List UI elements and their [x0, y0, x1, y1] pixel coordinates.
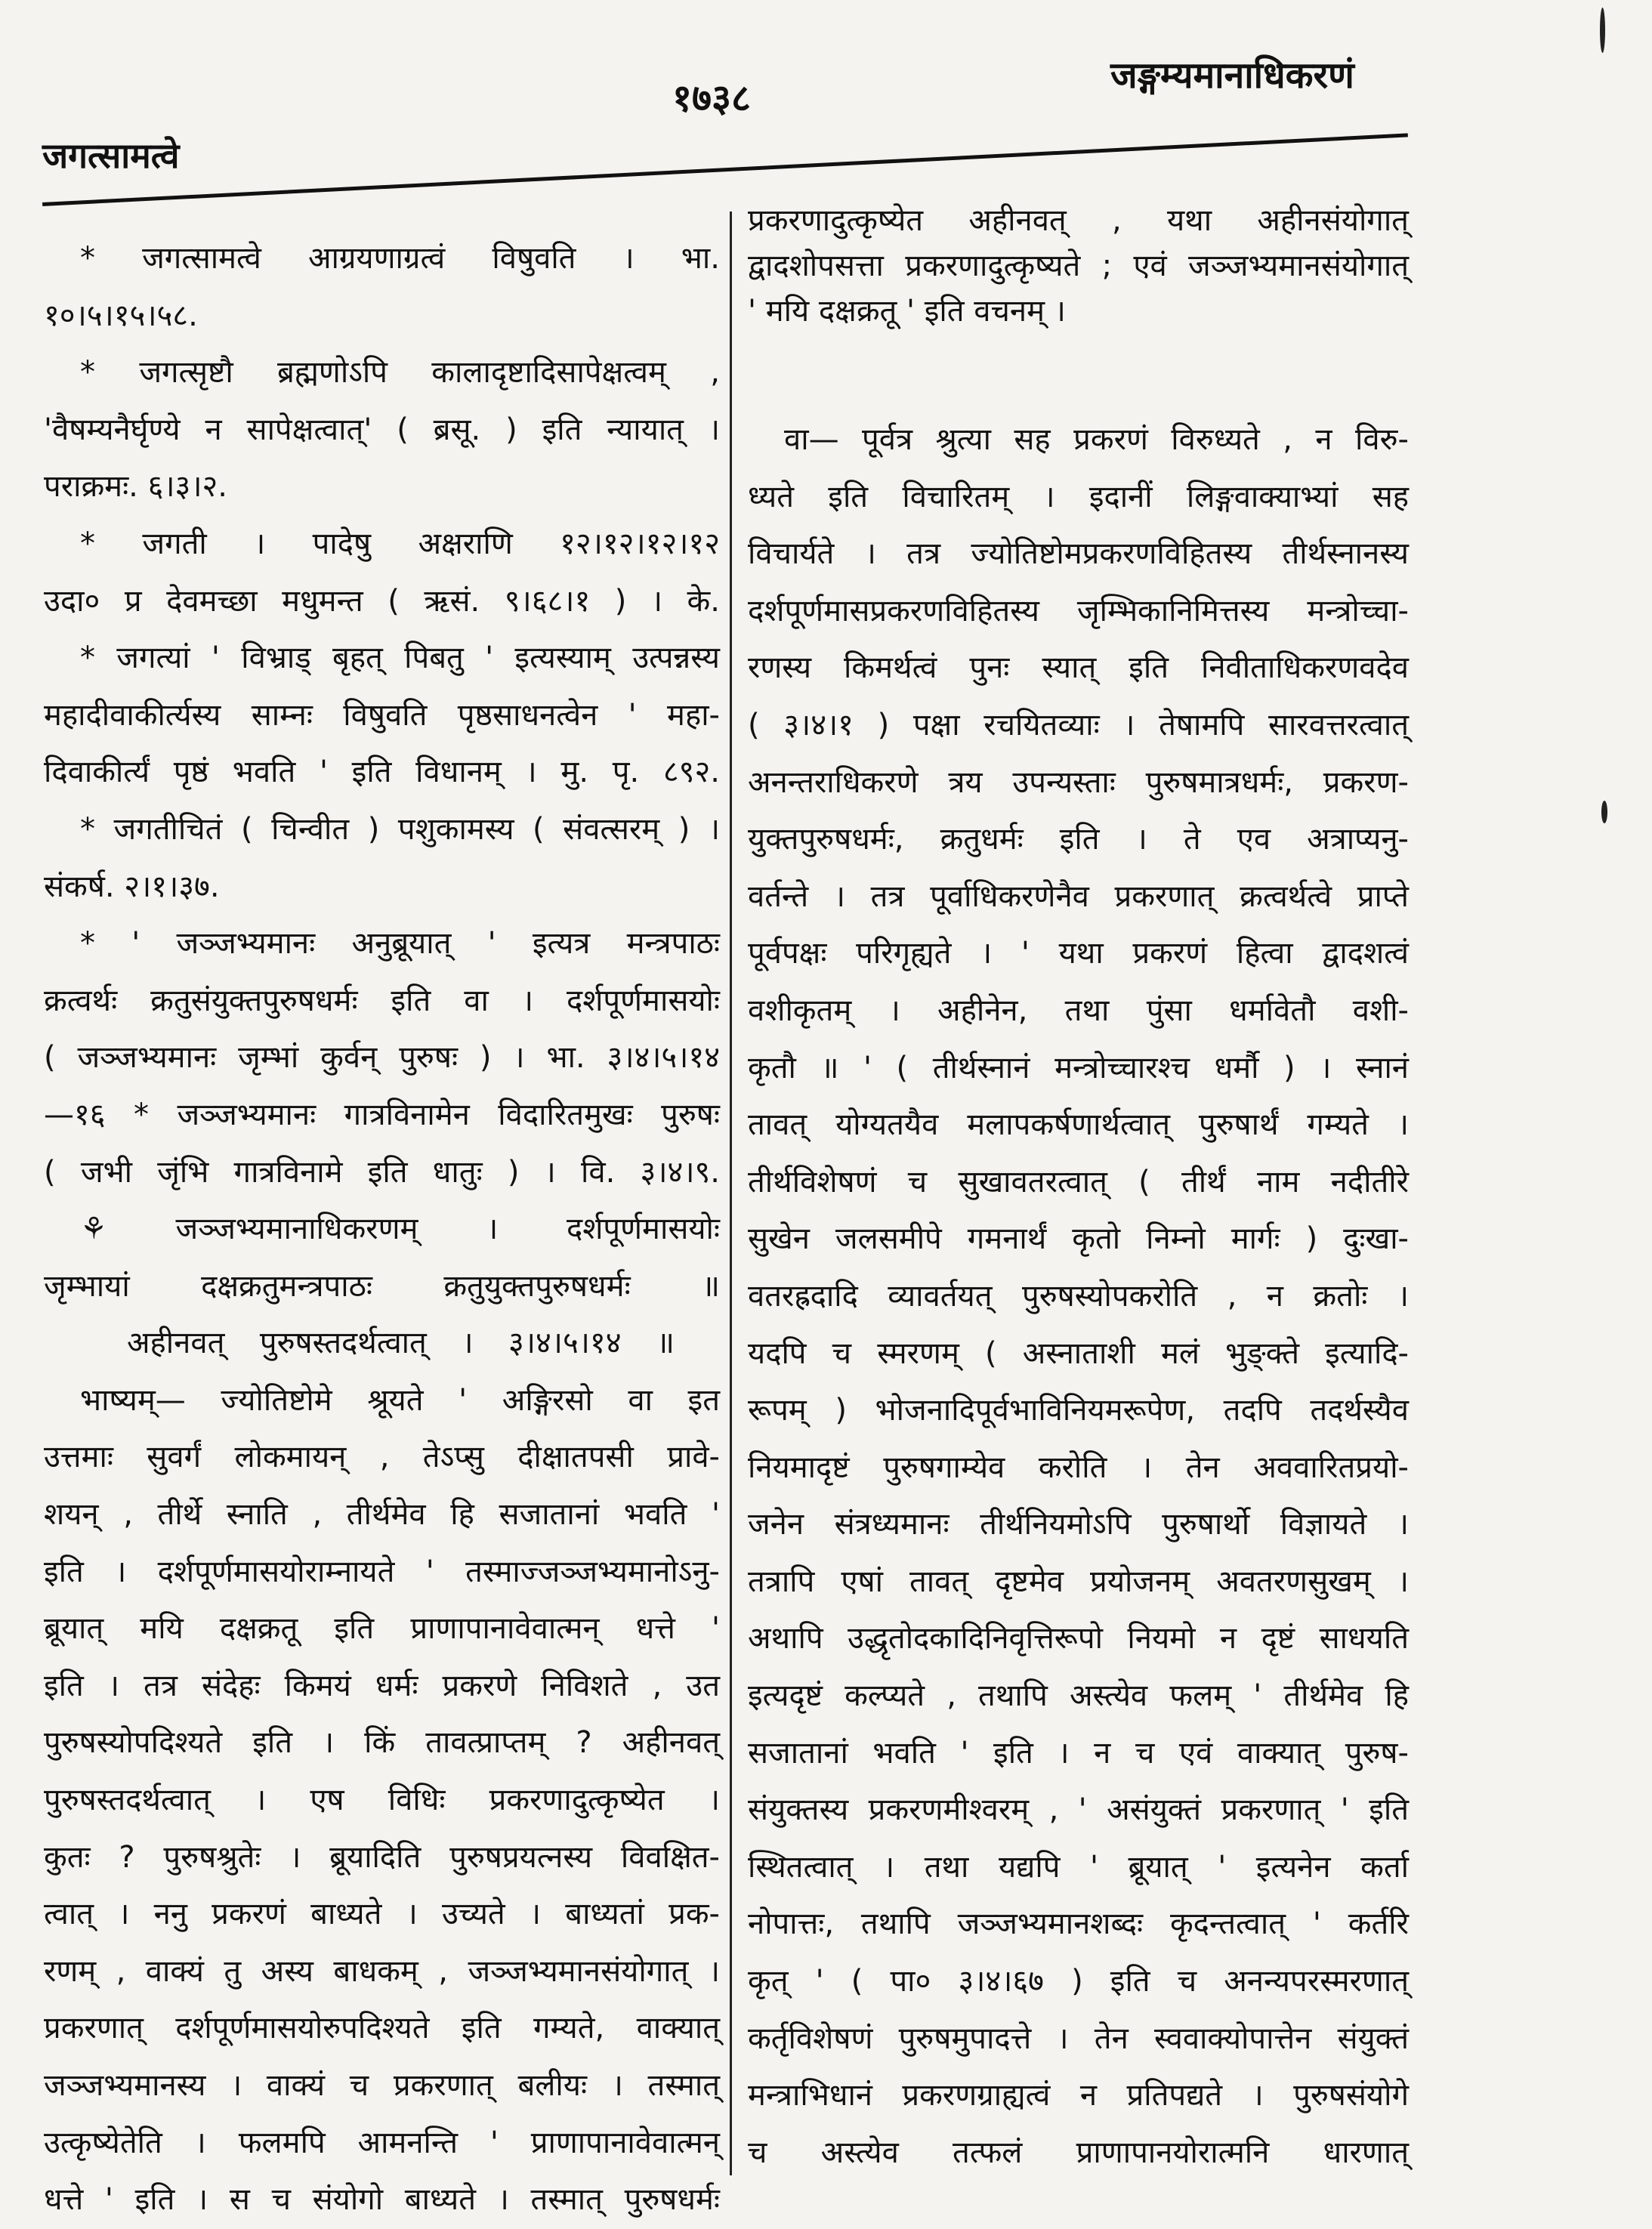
text-line: ( जञ्जभ्यमानः जृम्भां कुर्वन् पुरुषः ) । भा. ३।४।५।१४ — [44, 1040, 720, 1076]
text-line: पुरुषस्योपदिश्यते इति । किं तावत्प्राप्तम् ? अहीनवत् — [44, 1725, 720, 1761]
text-line: इति । तत्र संदेहः किमयं धर्मः प्रकरणे निविशते , उत — [44, 1668, 720, 1703]
text-line: महादीवाकीर्त्यस्य साम्नः विषुवति पृष्ठसाधनत्वेन ' महा- — [44, 697, 720, 733]
text-line: * जगत्सृष्टौ ब्रह्मणोऽपि कालादृष्टादिसापेक्षत्वम् , — [80, 355, 720, 391]
text-line: वा— पूर्वत्र श्रुत्या सह प्रकरणं विरुध्यते , न विरु- — [784, 422, 1409, 457]
text-line: वशीकृतम् । अहीनेन, तथा पुंसा धर्मावेतौ वशी- — [748, 993, 1409, 1028]
text-line: कृतौ ॥ ' ( तीर्थस्नानं मन्त्रोच्चारश्च धर्मौ ) । स्नानं — [748, 1050, 1409, 1085]
text-line: संयुक्तस्य प्रकरणमीश्वरम् , ' असंयुक्तं प्रकरणात् ' इति — [748, 1792, 1409, 1828]
text-line: ब्रूयात् मयि दक्षक्रतू इति प्राणापानावेवात्मन् धत्ते ' — [44, 1611, 720, 1647]
text-line: १०।५।१५।५८. — [44, 298, 198, 333]
text-line: यदपि च स्मरणम् ( अस्नाताशी मलं भुङ्क्ते इत्यादि- — [748, 1335, 1409, 1371]
text-line: पराक्रमः. ६।३।२. — [44, 469, 228, 505]
text-line: कृत् ' ( पा० ३।४।६७ ) इति च अनन्यपरस्मरणात् — [748, 1964, 1409, 1999]
text-line: इति । दर्शपूर्णमासयोराम्नायते ' तस्माज्जञ्जभ्यमानोऽनु- — [44, 1554, 720, 1589]
scan-mark — [1600, 8, 1605, 53]
text-line: द्वादशोपसत्ता प्रकरणादुत्कृष्यते ; एवं जञ्जभ्यमानसंयोगात् — [748, 249, 1409, 283]
text-line: विचार्यते । तत्र ज्योतिष्टोमप्रकरणविहितस्य तीर्थस्नानस्य — [748, 536, 1409, 572]
text-line: ध्यते इति विचारितम् । इदानीं लिङ्गवाक्याभ्यां सह — [748, 479, 1409, 514]
text-line: कुतः ? पुरुषश्रुतेः । ब्रूयादिति पुरुषप्रयत्नस्य विवक्षित- — [44, 1839, 720, 1875]
text-line: पुरुषस्तदर्थत्वात् । एष विधिः प्रकरणादुत्कृष्येत । — [44, 1783, 720, 1818]
text-line: त्वात् । ननु प्रकरणं बाध्यते । उच्यते । बाध्यतां प्रक- — [44, 1897, 720, 1932]
text-line: रणम् , वाक्यं तु अस्य बाधकम् , जञ्जभ्यमानसंयोगात् । — [44, 1953, 720, 1989]
page-number: १७३८ — [672, 76, 751, 120]
scan-mark — [1601, 801, 1607, 823]
text-line: ⚘ जञ्जभ्यमानाधिकरणम् । दर्शपूर्णमासयोः — [80, 1212, 720, 1247]
text-line: जनेन संत्रध्यमानः तीर्थनियमोऽपि पुरुषार्थो विज्ञायते । — [748, 1507, 1409, 1542]
text-line: सुखेन जलसमीपे गमनार्थं कृतो निम्नो मार्गः ) दुःखा- — [748, 1221, 1409, 1257]
text-line: तावत् योग्यतयैव मलापकर्षणार्थत्वात् पुरुषार्थं गम्यते । — [748, 1107, 1409, 1143]
header-rule — [42, 133, 1408, 206]
text-line: संकर्ष. २।१।३७. — [44, 869, 220, 904]
right-column-continuation — [748, 198, 1409, 334]
running-head-left: जगत्सामत्वे — [42, 135, 180, 176]
text-line: * जगत्यां ' विभ्राड् बृहत् पिबतु ' इत्यस्याम् उत्पन्नस्य — [80, 641, 720, 676]
text-line: नोपात्तः, तथापि जञ्जभ्यमानशब्दः कृदन्तत्वात् ' कर्तरि — [748, 1906, 1409, 1942]
text-line: स्थितत्वात् । तथा यद्यपि ' ब्रूयात् ' इत्यनेन कर्ता — [748, 1849, 1409, 1885]
text-line: अथापि उद्धृतोदकादिनिवृत्तिरूपो नियमो न दृष्टं साधयति — [748, 1621, 1409, 1656]
right-column — [748, 412, 1409, 2181]
text-line: * ' जञ्जभ्यमानः अनुब्रूयात् ' इत्यत्र मन्त्रपाठः — [80, 926, 720, 962]
text-line: उत्तमाः सुवर्गं लोकमायन् , तेऽप्सु दीक्षातपसी प्रावे- — [44, 1440, 720, 1475]
text-line: शयन् , तीर्थे स्नाति , तीर्थमेव हि सजातानां भवति ' — [44, 1497, 720, 1533]
text-line: सजातानां भवति ' इति । न च एवं वाक्यात् पुरुष- — [748, 1735, 1409, 1771]
column-divider — [730, 211, 732, 2175]
text-line: रूपम् ) भोजनादिपूर्वभाविनियमरूपेण, तदपि तदर्थस्यैव — [748, 1393, 1409, 1428]
text-line: उदा० प्र देवमच्छा मधुमन्त ( ऋसं. ९।६८।१ ) । के. — [44, 583, 720, 619]
text-line: मन्त्राभिधानं प्रकरणग्राह्यत्वं न प्रतिपद्यते । पुरुषसंयोगे — [748, 2078, 1409, 2113]
text-line: * जगत्सामत्वे आग्रयणाग्रत्वं विषुवति । भा. — [80, 241, 720, 276]
text-line: युक्तपुरुषधर्मः, क्रतुधर्मः इति । ते एव अत्राप्यनु- — [748, 822, 1409, 857]
text-line: नियमादृष्टं पुरुषगाम्येव करोति । तेन अववारितप्रयो- — [748, 1449, 1409, 1485]
text-line: पूर्वपक्षः परिगृह्यते । ' यथा प्रकरणं हित्वा द्वादशत्वं — [748, 936, 1409, 971]
text-line: रणस्य किमर्थत्वं पुनः स्यात् इति निवीताधिकरणवदेव — [748, 650, 1409, 686]
text-line: अहीनवत् पुरुषस्तदर्थत्वात् । ३।४।५।१४ ॥ — [127, 1326, 675, 1361]
text-line: इत्यदृष्टं कल्प्यते , तथापि अस्त्येव फलम् ' तीर्थमेव हि — [748, 1678, 1409, 1714]
text-line: दिवाकीर्त्यं पृष्ठं भवति ' इति विधानम् । मु. पृ. ८९२. — [44, 755, 720, 790]
text-line: क्रत्वर्थः क्रतुसंयुक्तपुरुषधर्मः इति वा । दर्शपूर्णमासयोः — [44, 983, 720, 1018]
text-line: —१६ * जञ्जभ्यमानः गात्रविनामेन विदारितमुखः पुरुषः — [44, 1097, 720, 1132]
text-line: धत्ते ' इति । स च संयोगो बाध्यते । तस्मात् पुरुषधर्मः — [44, 2182, 720, 2218]
text-line: * जगतीचितं ( चिन्वीत ) पशुकामस्य ( संवत्सरम् ) । — [80, 811, 720, 847]
text-line: जृम्भायां दक्षक्रतुमन्त्रपाठः क्रतुयुक्तपुरुषधर्मः ॥ — [44, 1268, 720, 1304]
text-line: जञ्जभ्यमानस्य । वाक्यं च प्रकरणात् बलीयः । तस्मात् — [44, 2068, 720, 2103]
text-line: वतरह्रदादि व्यावर्तयत् पुरुषस्योपकरोति , न क्रतोः । — [748, 1278, 1409, 1314]
left-column — [44, 230, 720, 2229]
text-line: कर्तृविशेषणं पुरुषमुपादत्ते । तेन स्ववाक्योपात्तेन संयुक्तं — [748, 2021, 1409, 2056]
text-line: ( ३।४।१ ) पक्षा रचयितव्याः । तेषामपि सारवत्तरत्वात् — [748, 707, 1409, 742]
text-line: वर्तन्ते । तत्र पूर्वाधिकरणेनैव प्रकरणात् क्रत्वर्थत्वे प्राप्ते — [748, 878, 1409, 914]
text-line: अनन्तराधिकरणे त्रय उपन्यस्ताः पुरुषमात्रधर्मः, प्रकरण- — [748, 764, 1409, 800]
text-line: * जगती । पादेषु अक्षराणि १२।१२।१२।१२ — [80, 526, 720, 561]
text-line: प्रकरणादुत्कृष्येत अहीनवत् , यथा अहीनसंयोगात् — [748, 203, 1409, 238]
text-line: च अस्त्येव तत्फलं प्राणापानयोरात्मनि धारणात् — [748, 2135, 1409, 2170]
text-line: तत्रापि एषां तावत् दृष्टमेव प्रयोजनम् अवतरणसुखम् । — [748, 1564, 1409, 1599]
text-line: प्रकरणात् दर्शपूर्णमासयोरुपदिश्यते इति गम्यते, वाक्यात् — [44, 2011, 720, 2046]
text-line: ' मयि दक्षक्रतू ' इति वचनम् । — [748, 294, 1066, 329]
text-line: भाष्यम्— ज्योतिष्टोमे श्रूयते ' अङ्गिरसो वा इत — [80, 1382, 720, 1418]
text-line: 'वैषम्यनैर्घृण्ये न सापेक्षत्वात्' ( ब्रसू. ) इति न्यायात् । — [44, 412, 720, 447]
text-line: उत्कृष्येतेति । फलमपि आमनन्ति ' प्राणापानावेवात्मन् — [44, 2125, 720, 2160]
text-line: तीर्थविशेषणं च सुखावतरत्वात् ( तीर्थं नाम नदीतीरे — [748, 1164, 1409, 1199]
text-line: ( जभी जृंभि गात्रविनामे इति धातुः ) । वि. ३।४।९. — [44, 1154, 720, 1190]
running-head-right: जङ्गम्यमानाधिकरणं — [1110, 54, 1354, 97]
text-line: दर्शपूर्णमासप्रकरणविहितस्य जृम्भिकानिमित्तस्य मन्त्रोच्चा- — [748, 593, 1409, 628]
